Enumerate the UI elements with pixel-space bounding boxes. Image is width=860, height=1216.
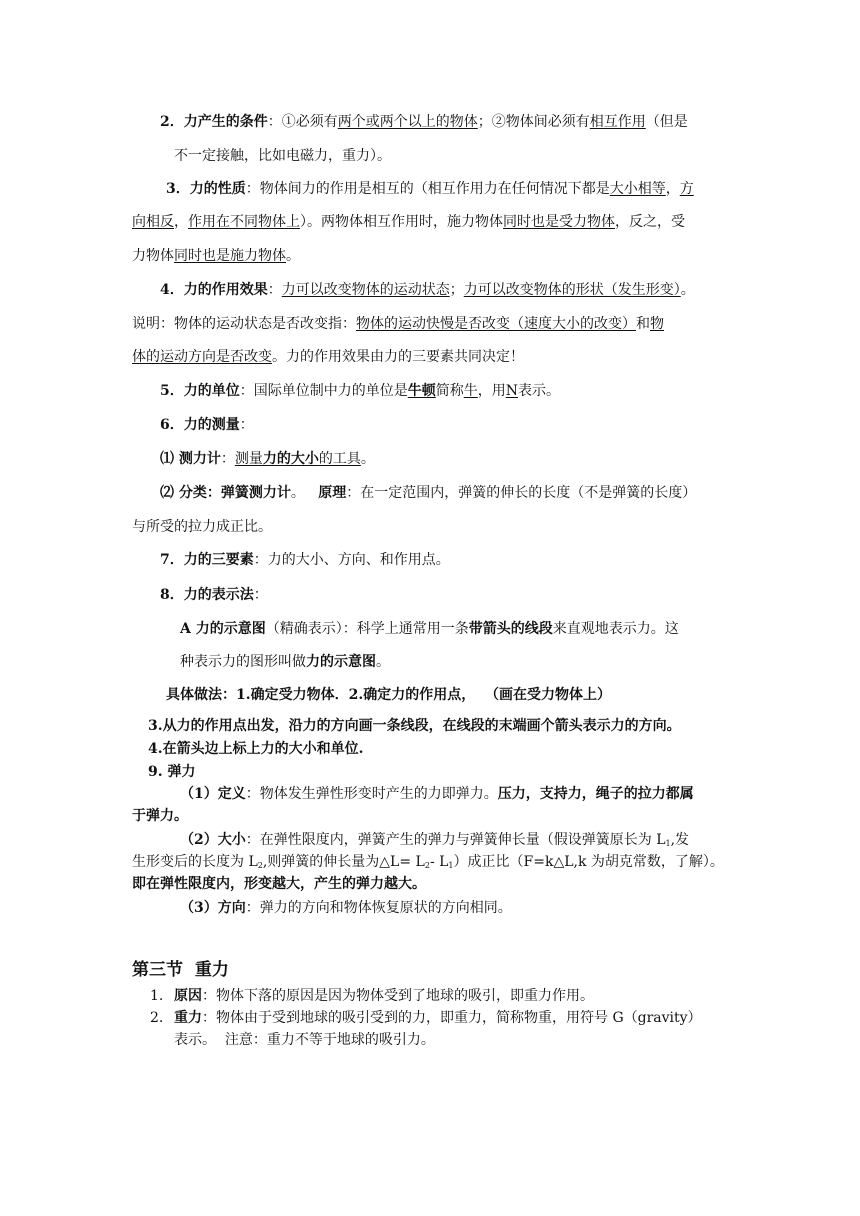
s6-num: 6． (160, 417, 184, 433)
s6-p2-text: ：在一定范围内，弹簧的伸长的长度（不是弹簧的长度） (346, 485, 697, 501)
s9-mag-text-6: ）成正比（F=k△L,k 为胡克常数，了解）。 (453, 854, 724, 870)
s4-line2 (132, 314, 664, 334)
s8-a-label: A 力的示意图 (180, 621, 266, 637)
s3-underline-5: 同时也是施力物体 (174, 248, 286, 264)
s9-mag-sub-1: 1 (665, 839, 671, 848)
s4-underline-2: 力可以改变物体的形状（发生形变） (463, 282, 681, 298)
s2-text-1: ：①必须有 (267, 114, 338, 130)
s6-title: 力的测量 (183, 417, 240, 433)
s4-title: 力的作用效果 (183, 282, 268, 298)
sec3-item-2-label: 重力 (174, 1010, 202, 1026)
s8-colon: ： (253, 587, 268, 603)
s9-dir-text: ：弹力的方向和物体恢复原状的方向相同。 (245, 900, 512, 916)
s6-p1-underline-1: 测量 (234, 451, 263, 467)
s7-num: 7． (160, 552, 184, 568)
s3-underline-2a: 方 (679, 181, 694, 197)
s8-method-4: 4.在箭头边上标上力的大小和单位. (148, 741, 364, 757)
s6-colon: ： (239, 417, 254, 433)
s5-num: 5． (160, 383, 184, 399)
s3-title: 力的性质 (189, 181, 246, 197)
s2-title: 力产生的条件 (183, 114, 268, 130)
s6-p2-principle: 原理 (318, 485, 347, 501)
s5-underline-2: N (505, 383, 518, 399)
s5-text-1: ：国际单位制中力的单位是 (239, 383, 408, 399)
s6-p1-end: 。 (360, 451, 375, 467)
s7-title: 力的三要素 (183, 552, 254, 568)
sec3-item-2 (150, 1008, 702, 1028)
s5-title: 力的单位 (183, 383, 240, 399)
s9-def-line2: 于弹力。 (132, 808, 188, 824)
s3-line3 (132, 246, 300, 266)
s9-mag-text-2: ,发 (670, 832, 690, 848)
s8-line1 (160, 585, 268, 605)
s9-mag-text-5: - L (429, 854, 449, 870)
s9-mag-text-3: 生形变后的长度为 L (132, 854, 258, 870)
s4-underline-4a: 物 (650, 316, 664, 332)
s4-text-3: 。 (680, 282, 695, 298)
s8-a-bold-1: 带箭头的线段 (468, 621, 553, 637)
s2-underline-1: 两个或两个以上的物体 (337, 114, 478, 130)
s8-a-text-2: 来直观地表示力。这 (552, 621, 679, 637)
s5-text-4: 表示。 (518, 383, 560, 399)
s5-bold-1: 牛顿 (407, 383, 436, 399)
s8-line3 (180, 652, 390, 672)
s2-line2: 不一定接触，比如电磁力，重力）。 (174, 148, 391, 164)
s4-underline-1: 力可以改变物体的运动状态 (281, 282, 450, 298)
s9-mag-text-1: ：在弹性限度内，弹簧产生的弹力与弹簧伸长量（假设弹簧原长为 L (245, 832, 666, 848)
s4-text-2: ； (449, 282, 464, 298)
s6-p1-colon: ： (220, 451, 235, 467)
s9-def-text: ：物体发生弹性形变时产生的力即弹力。 (245, 786, 498, 802)
s2-text-3: （但是 (645, 114, 688, 130)
s9-mag-label: （2）大小 (180, 832, 246, 848)
s8-a-text-4: 。 (376, 654, 390, 670)
s8-method-3: 3.从力的作用点出发，沿力的方向画一条线段，在线段的末端画个箭头表示力的方向。 (148, 718, 681, 734)
sec3-item-1-text: ：物体下落的原因是因为物体受到了地球的吸引，即重力作用。 (202, 988, 594, 1004)
s4-text-5: 和 (636, 316, 650, 332)
s9-mag-text-4: ,则弹簧的伸长量为△L= L (262, 854, 425, 870)
s3-underline-1: 大小相等 (609, 181, 666, 197)
s3-text-1: ：物体间力的作用是相互的（相互作用力在任何情况下都是 (245, 181, 610, 197)
s8-method-1: 具体做法：1.确定受力物体．2.确定力的作用点， （画在受力物体上） (166, 687, 611, 703)
s5-line (160, 381, 560, 401)
s6-p1-underline-3: 的工具 (318, 451, 361, 467)
s8-num: 8． (160, 587, 184, 603)
s6-line3 (160, 483, 696, 503)
s3-underline-2b: 向相反 (132, 214, 174, 230)
s3-underline-4: 同时也是受力物体 (503, 214, 615, 230)
s3-line1 (166, 179, 694, 199)
s3-text-7: 。 (286, 248, 300, 264)
s5-text-3: ，用 (477, 383, 506, 399)
s3-text-6: 力物体 (132, 248, 174, 264)
s3-num: 3． (166, 181, 190, 197)
s9-def-bold-1: 压力，支持力，绳子的拉力都属 (497, 786, 694, 802)
s4-line1 (160, 280, 695, 300)
s9-dir-line (180, 898, 512, 918)
s8-line2 (180, 619, 679, 639)
s9-mag-sub-4: 1 (448, 861, 454, 870)
s4-underline-3: 物体的运动快慢是否改变（速度大小的改变） (356, 316, 636, 332)
sec3-heading: 第三节 重力 (132, 960, 229, 980)
s5-underline-1: 牛 (463, 383, 478, 399)
s9-mag-line2 (132, 852, 724, 876)
s4-text-1: ： (267, 282, 282, 298)
s3-text-4: ）。两物体相互作用时，施力物体 (300, 214, 503, 230)
s3-text-3: ， (174, 214, 188, 230)
s7-text: ：力的大小、方向、和作用点。 (253, 552, 450, 568)
s4-line3 (132, 347, 524, 367)
s6-p2-label: ⑵ 分类：弹簧测力计 (160, 485, 291, 501)
s9-mag-sub-2: 2 (257, 861, 263, 870)
s5-text-2: 简称 (435, 383, 464, 399)
s8-a-text-1: （精确表示）：科学上通常用一条 (265, 621, 469, 637)
s9-def-line1 (180, 784, 694, 804)
s7-line (160, 550, 450, 570)
s8-title: 力的表示法 (183, 587, 254, 603)
sec3-item-1-num: 1. (150, 988, 164, 1004)
s3-text-5: ，反之，受 (615, 214, 685, 230)
s2-line1 (160, 112, 688, 132)
s4-num: 4． (160, 282, 184, 298)
s9-mag-line1 (180, 830, 689, 854)
s9-dir-label: （3）方向 (180, 900, 246, 916)
s3-text-2: ， (665, 181, 680, 197)
sec3-item-2-text: ：物体由于受到地球的吸引受到的力，即重力，简称物重，用符号 G（gravity） (202, 1010, 702, 1026)
s2-text-2: ；②物体间必须有 (477, 114, 590, 130)
sec3-item-2-num: 2. (150, 1010, 164, 1026)
s4-text-4: 说明：物体的运动状态是否改变指： (132, 316, 356, 332)
s6-p1-label: ⑴ 测力计 (160, 451, 221, 467)
s6-line1 (160, 415, 254, 435)
s4-underline-4b: 体的运动方向是否改变 (132, 349, 272, 365)
sec3-item-1-label: 原因 (174, 988, 202, 1004)
s6-p2-sep: 。 (290, 485, 319, 501)
s9-mag-sub-3: 2 (424, 861, 430, 870)
s9-title: 9. 弹力 (148, 764, 196, 780)
s9-def-label: （1）定义 (180, 786, 246, 802)
s8-a-text-3: 种表示力的图形叫做 (180, 654, 306, 670)
s6-line4: 与所受的拉力成正比。 (132, 519, 272, 535)
sec3-item-1 (150, 986, 594, 1006)
s3-line2 (132, 212, 685, 232)
s2-underline-2: 相互作用 (589, 114, 646, 130)
sec3-item-2-cont: 表示。 注意：重力不等于地球的吸引力。 (174, 1032, 435, 1048)
s3-underline-3: 作用在不同物体上 (188, 214, 300, 230)
s9-mag-line3: 即在弹性限度内，形变越大，产生的弹力越大。 (132, 876, 426, 892)
s6-p1-underline-2: 力的大小 (262, 451, 319, 467)
s6-line2 (160, 449, 375, 469)
s8-a-bold-2: 力的示意图 (306, 654, 376, 670)
s4-text-6: 。力的作用效果由力的三要素共同决定！ (272, 349, 524, 365)
s2-num: 2． (160, 114, 184, 130)
